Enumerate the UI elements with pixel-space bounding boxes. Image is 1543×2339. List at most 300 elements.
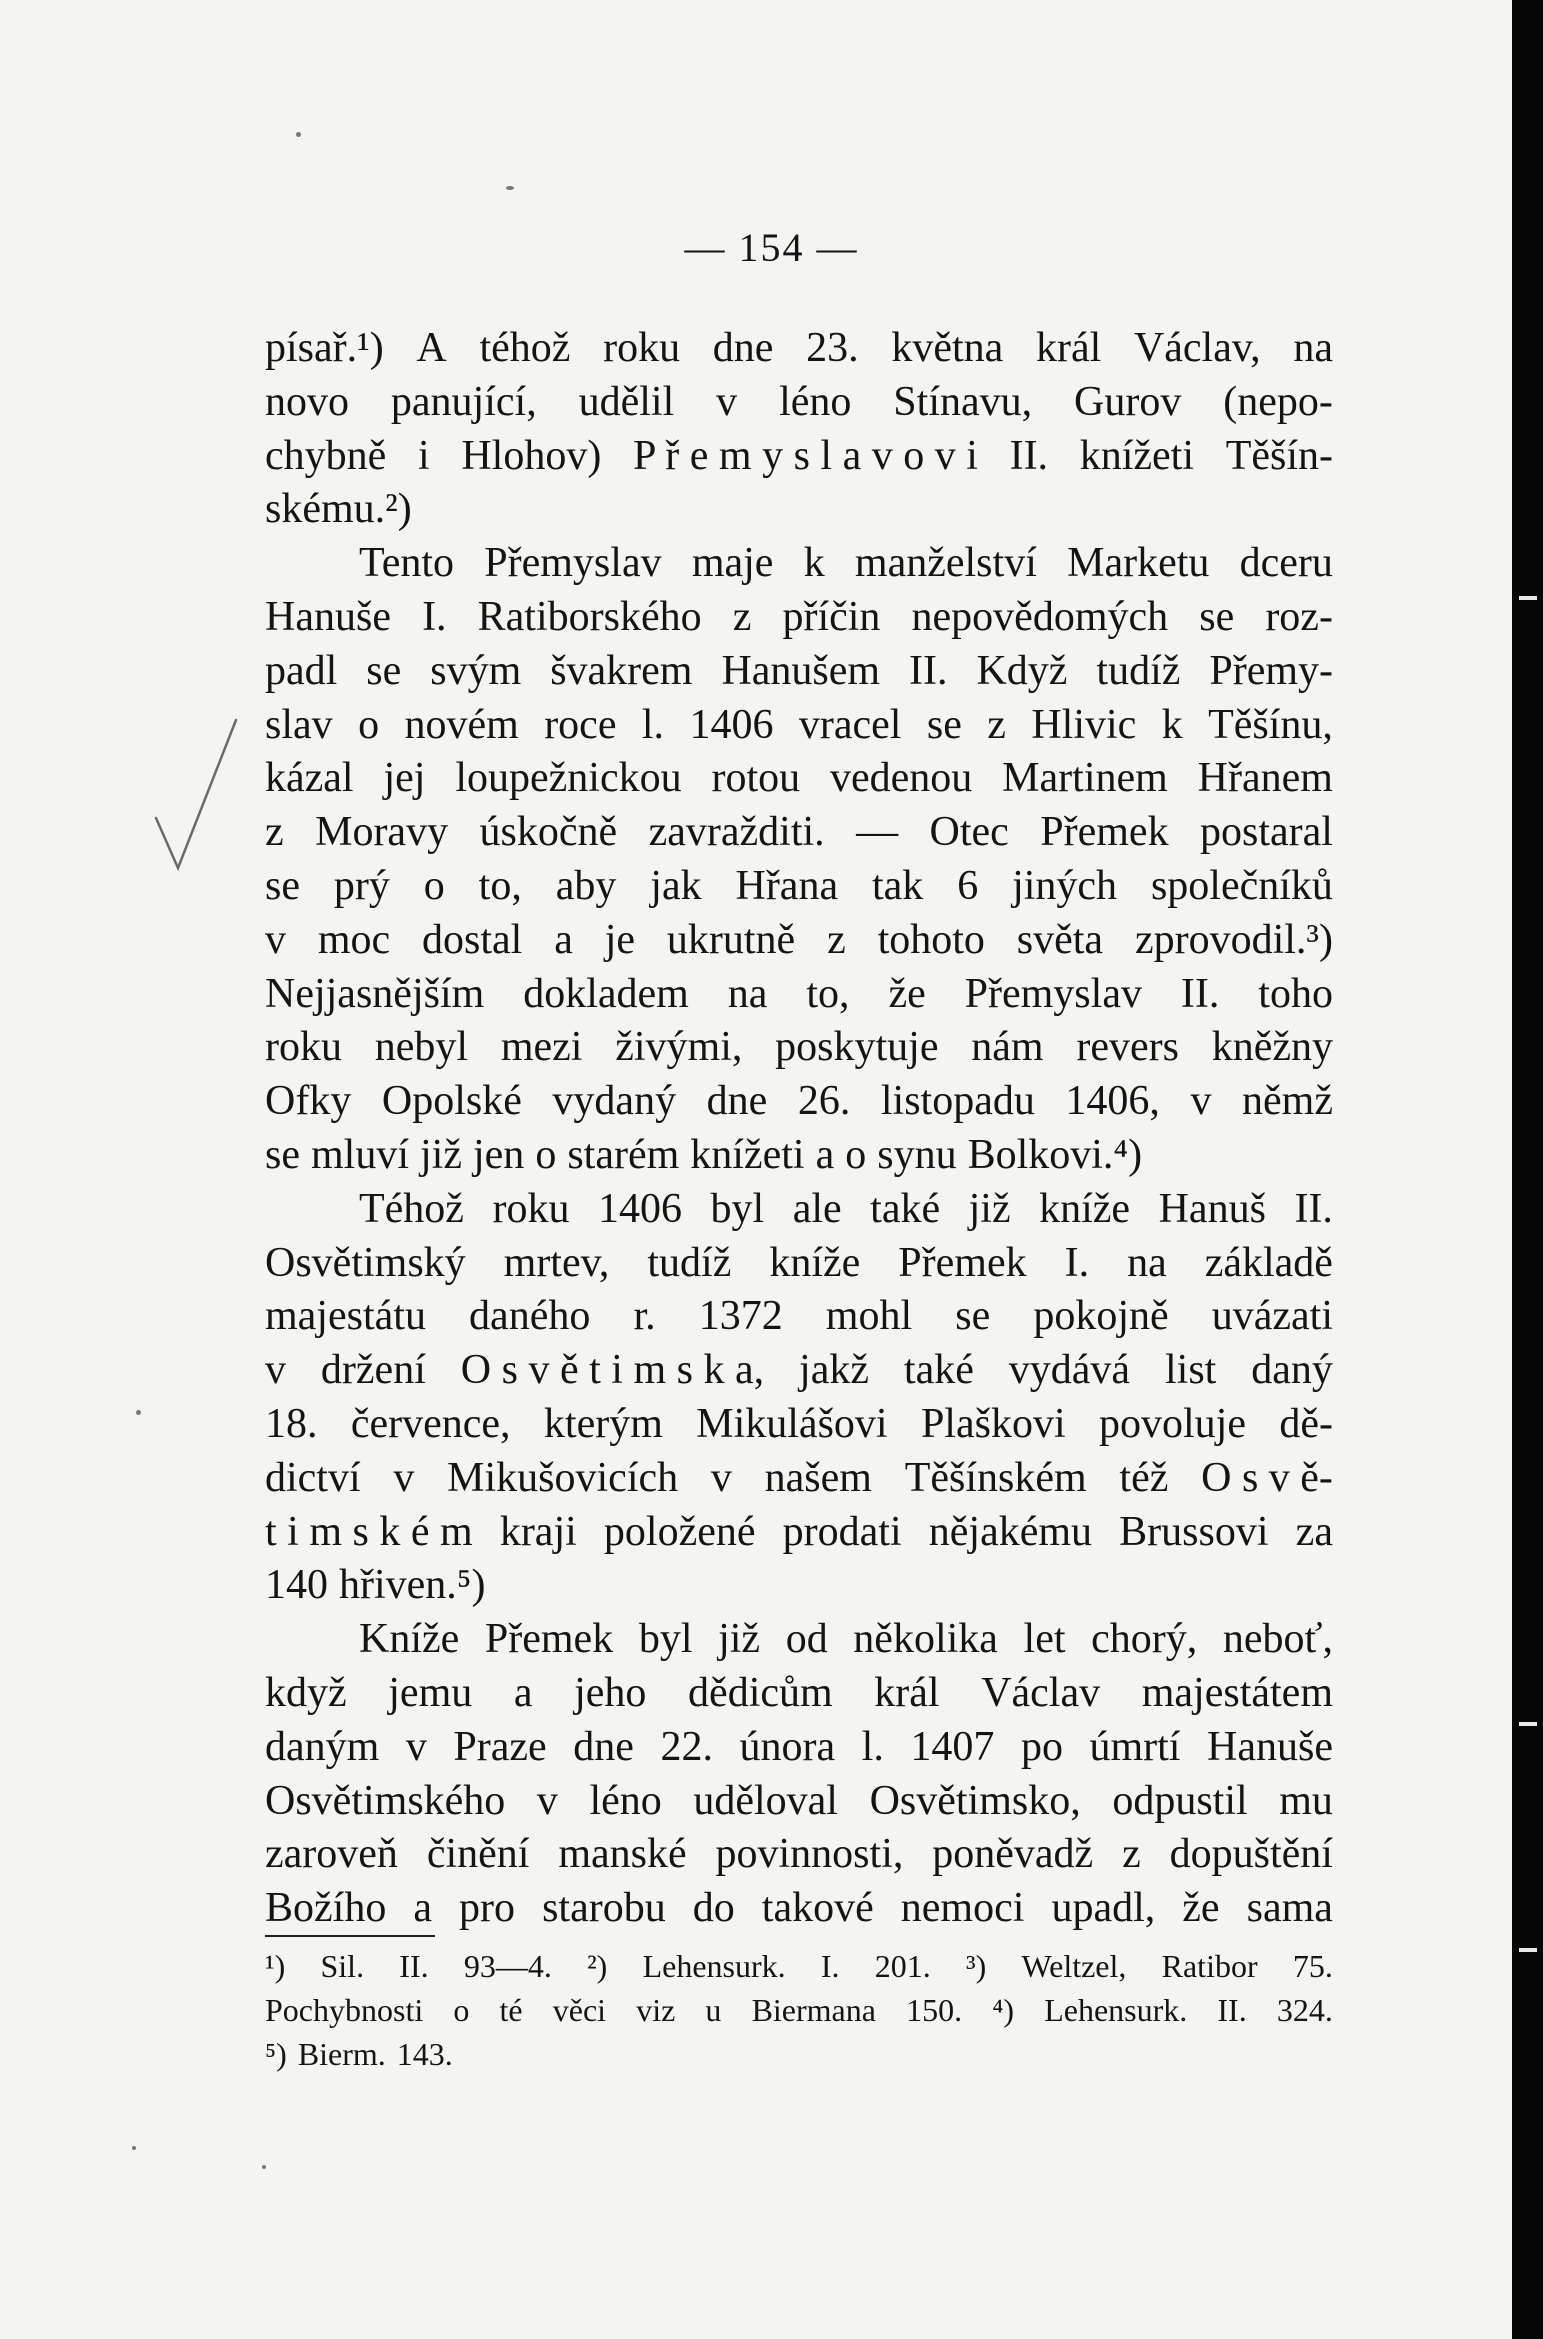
word: povinnosti, xyxy=(715,1831,904,1878)
word: dceru xyxy=(1239,540,1333,587)
word: král xyxy=(1035,325,1102,371)
word: 1372 xyxy=(698,1293,783,1340)
word: II. xyxy=(1294,1185,1333,1232)
word: I. xyxy=(820,1948,840,1984)
text-line xyxy=(265,1721,1333,1775)
word: chybně xyxy=(265,432,387,479)
word: O s v ě t i m s k a, xyxy=(460,1347,765,1394)
word: dě- xyxy=(1279,1400,1333,1447)
word: jakž xyxy=(799,1347,869,1394)
word: upadl, xyxy=(1051,1885,1156,1932)
word: toho xyxy=(1258,970,1333,1017)
text-line xyxy=(265,376,1333,430)
scanner-border xyxy=(1512,0,1543,2339)
word: skému.²) xyxy=(265,486,412,533)
word: l. xyxy=(641,701,665,748)
word: Tento xyxy=(359,540,455,587)
word: také xyxy=(870,1185,941,1232)
text-line xyxy=(265,1075,1333,1129)
word: úskočně xyxy=(479,809,618,856)
word: r. xyxy=(633,1293,656,1340)
word: na xyxy=(727,970,768,1017)
word: povoluje xyxy=(1099,1400,1246,1447)
text-line xyxy=(265,860,1333,914)
word: II. xyxy=(1180,970,1220,1017)
word: z xyxy=(987,701,1006,748)
word: roz- xyxy=(1265,593,1333,640)
word: činění xyxy=(426,1831,530,1878)
word: starobu xyxy=(542,1885,666,1932)
word: a xyxy=(413,1885,433,1932)
scanner-border-mark xyxy=(1519,596,1537,600)
word: zavražditi. xyxy=(648,809,825,856)
word: Brussovi xyxy=(1119,1508,1269,1555)
word: Přemyslav xyxy=(964,970,1142,1017)
word: po xyxy=(1020,1723,1063,1770)
footnote-line xyxy=(265,1988,1333,2032)
word: Přemek xyxy=(484,1616,614,1663)
word: Hřanem xyxy=(1197,755,1333,802)
word: na xyxy=(1293,325,1333,371)
word: písař.¹) xyxy=(265,325,384,371)
word: Těšín- xyxy=(1225,432,1333,479)
word: dne xyxy=(706,1078,768,1125)
word: takové xyxy=(761,1885,874,1932)
text-line xyxy=(265,1398,1333,1452)
word: — xyxy=(856,809,899,856)
word: udělil xyxy=(578,378,675,425)
word: viz xyxy=(636,1992,676,2028)
word: nějakému xyxy=(928,1508,1093,1555)
word: II. xyxy=(1217,1992,1247,2028)
word: z xyxy=(732,593,752,640)
word: Hanuše xyxy=(1207,1723,1333,1770)
word: 22. xyxy=(660,1723,713,1770)
word: 201. xyxy=(874,1948,931,1984)
word: kníže xyxy=(769,1239,861,1286)
text-line xyxy=(265,1559,1333,1613)
word: je xyxy=(604,916,636,963)
word: A xyxy=(416,325,447,371)
text-line xyxy=(265,591,1333,645)
word: mu xyxy=(1279,1777,1333,1824)
word: slav xyxy=(265,701,333,748)
text-line xyxy=(265,968,1333,1022)
word: úmrtí xyxy=(1089,1723,1181,1770)
scanner-border-mark xyxy=(1519,1722,1537,1726)
word: nebyl xyxy=(374,1024,469,1071)
word: pro xyxy=(459,1885,516,1932)
word: II. xyxy=(399,1948,429,1984)
word: téhož xyxy=(479,325,571,371)
word: Bierm. xyxy=(297,2036,386,2072)
word: Weltzel, xyxy=(1021,1948,1127,1984)
word: na xyxy=(1127,1239,1167,1286)
word: ⁴) xyxy=(992,1992,1015,2028)
word: odpustil xyxy=(1112,1777,1248,1824)
word: majestátem xyxy=(1141,1669,1333,1716)
paper-speck xyxy=(262,2165,266,2169)
word: a xyxy=(815,1131,835,1178)
word: Lehensurk. xyxy=(642,1948,786,1984)
word: Přemek xyxy=(898,1239,1027,1286)
word: novém xyxy=(404,701,519,748)
word: z xyxy=(265,809,284,856)
text-line xyxy=(265,1828,1333,1882)
word: dědicům xyxy=(688,1669,833,1716)
word: padl xyxy=(265,647,338,694)
word: dictví xyxy=(265,1454,361,1501)
text-line xyxy=(265,1344,1333,1398)
word: léno xyxy=(779,378,852,425)
word: že xyxy=(888,970,926,1017)
word: manželství xyxy=(854,540,1037,587)
word: to, xyxy=(806,970,850,1017)
word: 93—4. xyxy=(463,1948,552,1984)
word: aby xyxy=(555,862,617,909)
page-number: — 154 — xyxy=(684,225,859,270)
text-line xyxy=(265,1452,1333,1506)
word: věci xyxy=(552,1992,607,2028)
text-line xyxy=(265,806,1333,860)
word: ale xyxy=(792,1185,842,1232)
word: vedenou xyxy=(830,755,973,802)
word: ³) xyxy=(965,1948,987,1984)
word: I. xyxy=(1064,1239,1090,1286)
word: Těšínském xyxy=(904,1454,1087,1501)
text-line xyxy=(265,1667,1333,1721)
word: živými, xyxy=(615,1024,743,1071)
word: února xyxy=(739,1723,836,1770)
word: l. xyxy=(861,1723,884,1770)
text-line xyxy=(265,699,1333,753)
text-line xyxy=(265,1506,1333,1560)
word: se xyxy=(1199,593,1235,640)
word: Přemyslav xyxy=(484,540,662,587)
word: tak xyxy=(871,862,924,909)
word: kázal xyxy=(265,755,354,802)
word: našem xyxy=(764,1454,872,1501)
text-line xyxy=(265,1183,1333,1237)
word: Nejjasnějším xyxy=(265,970,485,1017)
word: Osvětimsko, xyxy=(869,1777,1081,1824)
word: Osvětimský xyxy=(265,1239,466,1286)
paper-speck xyxy=(296,132,301,137)
word: Těšínu, xyxy=(1208,701,1333,748)
word: Plaškovi xyxy=(920,1400,1066,1447)
text-line xyxy=(265,537,1333,591)
text-line xyxy=(265,1237,1333,1291)
paper-speck xyxy=(506,186,514,190)
word: ²) xyxy=(587,1948,608,1984)
word: mohl xyxy=(825,1293,913,1340)
word: Václav xyxy=(981,1669,1101,1716)
word: Hlohov) xyxy=(461,432,602,479)
footnote-line xyxy=(265,2032,1333,2076)
text-line xyxy=(265,645,1333,699)
word: dopuštění xyxy=(1169,1831,1333,1878)
word: zaroveň xyxy=(265,1831,398,1878)
text-line xyxy=(265,1021,1333,1075)
footnote-rule xyxy=(265,1935,435,1937)
word: král xyxy=(874,1669,940,1716)
word: května xyxy=(891,325,1004,371)
word: Ratiborského xyxy=(477,593,702,640)
word: svým xyxy=(430,647,522,694)
word: Václav, xyxy=(1133,325,1261,371)
word: dne xyxy=(712,325,774,371)
word: roku xyxy=(603,325,681,371)
word: chorý, xyxy=(1091,1616,1198,1663)
word: daného xyxy=(469,1293,591,1340)
word: II. xyxy=(909,647,948,694)
word: léno xyxy=(589,1777,662,1824)
word: v xyxy=(265,1347,286,1394)
word: k xyxy=(803,540,825,587)
word: se xyxy=(265,862,300,909)
word: to, xyxy=(478,862,522,909)
word: starém xyxy=(567,1131,680,1178)
word: I. xyxy=(422,593,447,640)
word: byl xyxy=(638,1616,693,1663)
word: revers xyxy=(1076,1024,1179,1071)
word: v xyxy=(405,1723,427,1770)
word: nám xyxy=(971,1024,1044,1071)
word: 1406 xyxy=(689,701,774,748)
word: vracel xyxy=(798,701,902,748)
word: 143. xyxy=(396,2036,453,2072)
word: Přemek xyxy=(1040,809,1169,856)
word: mluví xyxy=(311,1131,410,1178)
text-line xyxy=(265,914,1333,968)
word: také xyxy=(903,1347,974,1394)
text-line xyxy=(265,1290,1333,1344)
word: Hlivic xyxy=(1031,701,1137,748)
word: poskytuje xyxy=(775,1024,939,1071)
word: jemu xyxy=(388,1669,473,1716)
word: listopadu xyxy=(880,1078,1035,1125)
word: z xyxy=(827,916,846,963)
word: manské xyxy=(558,1831,687,1878)
word: základě xyxy=(1204,1239,1333,1286)
word: příčin xyxy=(782,593,881,640)
word: Mikulášovi xyxy=(696,1400,888,1447)
word: i xyxy=(417,432,430,479)
word: 23. xyxy=(806,325,859,371)
word: 26. xyxy=(797,1078,851,1125)
word: o xyxy=(423,862,445,909)
word: světa xyxy=(1016,916,1104,963)
paper-speck xyxy=(136,1410,141,1415)
word: pokojně xyxy=(1033,1293,1169,1340)
paper-speck xyxy=(132,2146,136,2150)
word: 140 xyxy=(265,1562,328,1609)
text-line xyxy=(265,483,1333,537)
word: tudíž xyxy=(1096,647,1181,694)
word: v xyxy=(393,1454,415,1501)
word: roku xyxy=(492,1185,570,1232)
text-line xyxy=(265,752,1333,806)
footnotes xyxy=(265,1944,1333,2076)
word: uvázati xyxy=(1211,1293,1333,1340)
footnote-line xyxy=(265,1944,1333,1988)
word: Téhož xyxy=(359,1185,464,1232)
word: se xyxy=(366,647,402,694)
word: mezi xyxy=(500,1024,583,1071)
word: Ofky xyxy=(265,1078,352,1125)
word: Martinem xyxy=(1002,755,1168,802)
word: jeho xyxy=(574,1669,647,1716)
word: dne xyxy=(573,1723,634,1770)
word: v xyxy=(536,1777,558,1824)
word: prodati xyxy=(782,1508,902,1555)
word: vydaný xyxy=(552,1078,677,1125)
scanner-border-mark xyxy=(1519,1948,1537,1952)
word: tohoto xyxy=(877,916,985,963)
word: nepovědomých xyxy=(911,593,1169,640)
word: a xyxy=(513,1669,533,1716)
word: kníže xyxy=(1039,1185,1131,1232)
word: Sil. xyxy=(320,1948,365,1984)
word: byl xyxy=(710,1185,765,1232)
word: Kníže xyxy=(359,1616,460,1663)
word: roku xyxy=(265,1024,342,1071)
word: ⁵) xyxy=(265,2036,287,2072)
word: o xyxy=(453,1992,470,2028)
word: Stínavu, xyxy=(893,378,1033,425)
word: rotou xyxy=(711,755,801,802)
word: již xyxy=(420,1131,462,1178)
word: loupežnickou xyxy=(455,755,682,802)
word: roce xyxy=(544,701,617,748)
word: jej xyxy=(383,755,426,802)
word: sama xyxy=(1246,1885,1333,1932)
word: tudíž xyxy=(647,1239,732,1286)
word: Moravy xyxy=(315,809,449,856)
word: Když xyxy=(976,647,1068,694)
pencil-check-mark xyxy=(148,700,268,880)
text-line xyxy=(265,322,1333,376)
word: kterým xyxy=(543,1400,663,1447)
word: Gurov xyxy=(1074,378,1182,425)
word: daným xyxy=(265,1723,380,1770)
word: Otec xyxy=(929,809,1009,856)
word: Pochybnosti xyxy=(265,1992,424,2028)
word: se xyxy=(265,1131,300,1178)
word: několika xyxy=(853,1616,998,1663)
word: daný xyxy=(1251,1347,1333,1394)
word: o xyxy=(358,701,380,748)
word: Ratibor xyxy=(1161,1948,1258,1984)
word: jak xyxy=(650,862,702,909)
word: jiných xyxy=(1012,862,1118,909)
text-line xyxy=(265,1775,1333,1829)
word: Bolkovi.⁴) xyxy=(967,1131,1143,1178)
word: se xyxy=(955,1293,991,1340)
word: Lehensurk. xyxy=(1044,1992,1188,2028)
word: Praze xyxy=(453,1723,547,1770)
word: ¹) xyxy=(265,1948,286,1984)
word: té xyxy=(499,1992,523,2028)
word: Hanušem xyxy=(721,647,881,694)
word: Marketu xyxy=(1067,540,1210,587)
word: neboť, xyxy=(1222,1616,1333,1663)
word: hřiven.⁵) xyxy=(339,1562,486,1609)
word: II. xyxy=(1009,432,1049,479)
word: list xyxy=(1165,1347,1217,1394)
word: z xyxy=(1122,1831,1141,1878)
word: knížeti xyxy=(1079,432,1195,479)
word: knížeti xyxy=(690,1131,805,1178)
word: let xyxy=(1023,1616,1066,1663)
text-line xyxy=(265,430,1333,484)
word: P ř e m y s l a v o v i xyxy=(632,432,978,479)
word: synu xyxy=(877,1131,957,1178)
word: též xyxy=(1119,1454,1169,1501)
word: v xyxy=(1190,1078,1212,1125)
word: k xyxy=(1161,701,1183,748)
word: v xyxy=(710,1454,732,1501)
word: v xyxy=(265,916,286,963)
word: 1406, xyxy=(1065,1078,1160,1125)
word: u xyxy=(705,1992,722,2028)
word: Opolské xyxy=(381,1078,522,1125)
word: do xyxy=(692,1885,735,1932)
word: poněvadž xyxy=(932,1831,1094,1878)
word: července, xyxy=(350,1400,511,1447)
word: Osvětimského xyxy=(265,1777,506,1824)
word: držení xyxy=(320,1347,426,1394)
word: švakrem xyxy=(550,647,693,694)
word: kraji xyxy=(499,1508,577,1555)
word: 1406 xyxy=(597,1185,682,1232)
word: že xyxy=(1182,1885,1220,1932)
word: kněžny xyxy=(1211,1024,1333,1071)
word: 75. xyxy=(1292,1948,1333,1984)
word: 324. xyxy=(1276,1992,1333,2028)
word: Mikušovicích xyxy=(447,1454,679,1501)
word: když xyxy=(265,1669,347,1716)
word: za xyxy=(1295,1508,1333,1555)
word: ukrutně xyxy=(666,916,796,963)
word: nemoci xyxy=(900,1885,1025,1932)
word: v xyxy=(716,378,738,425)
word: společníků xyxy=(1150,862,1333,909)
word: již xyxy=(968,1185,1011,1232)
word: panující, xyxy=(390,378,537,425)
word: Biermana xyxy=(751,1992,876,2028)
word: majestátu xyxy=(265,1293,426,1340)
word: postaral xyxy=(1200,809,1333,856)
word: němž xyxy=(1242,1078,1333,1125)
word: (nepo- xyxy=(1223,378,1333,425)
word: prý xyxy=(333,862,390,909)
word: uděloval xyxy=(693,1777,838,1824)
word: maje xyxy=(691,540,774,587)
text-line xyxy=(265,1129,1333,1183)
word: dostal xyxy=(422,916,523,963)
word: mrtev, xyxy=(503,1239,610,1286)
word: novo xyxy=(265,378,349,425)
word: Hanuše xyxy=(265,593,391,640)
word: moc xyxy=(317,916,391,963)
body-text xyxy=(265,322,1333,1936)
word: o xyxy=(535,1131,557,1178)
word: a xyxy=(554,916,573,963)
word: již xyxy=(718,1616,761,1663)
word: Přemy- xyxy=(1209,647,1333,694)
word: t i m s k é m xyxy=(265,1508,473,1555)
